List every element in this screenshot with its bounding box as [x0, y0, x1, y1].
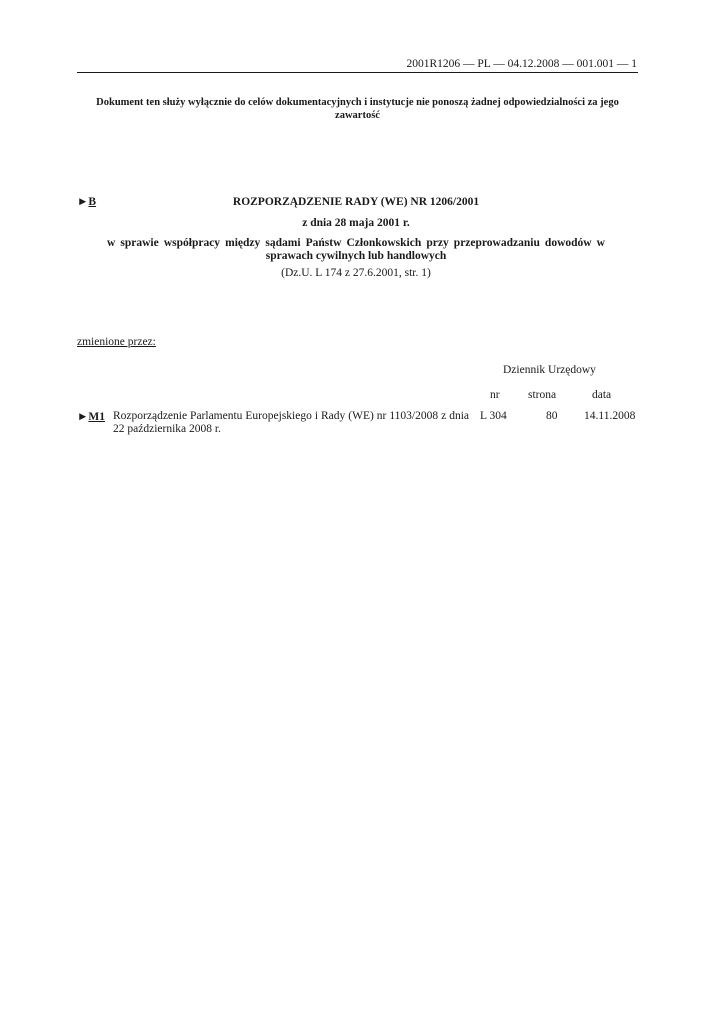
act-oj-reference: (Dz.U. L 174 z 27.6.2001, str. 1)	[281, 267, 431, 279]
amendment-oj-nr: L 304	[480, 410, 507, 422]
official-journal-heading: Dziennik Urzędowy	[503, 364, 596, 376]
amended-by-heading: zmienione przez:	[77, 336, 156, 348]
amendment-oj-page: 80	[546, 410, 558, 422]
marker-code: M1	[88, 411, 105, 423]
base-act-marker[interactable]	[77, 196, 96, 208]
act-title: ROZPORZĄDZENIE RADY (WE) NR 1206/2001	[232, 196, 480, 208]
marker-code: B	[88, 196, 97, 208]
amendment-oj-date: 14.11.2008	[584, 410, 636, 422]
amendment-marker-m1[interactable]	[77, 411, 105, 423]
act-date: z dnia 28 maja 2001 r.	[302, 217, 410, 229]
marker-arrow-icon: ►	[77, 196, 89, 208]
disclaimer-text: Dokument ten służy wyłącznie do celów dokumentacyjnych i instytucje nie ponoszą żadnej odpowiedzialności za jego zawartość	[96, 97, 619, 121]
amendment-description: Rozporządzenie Parlamentu Europejskiego i Rady (WE) nr 1103/2008 z dnia 22 października 2008 r.	[113, 410, 469, 435]
act-subject: w sprawie współpracy między sądami Państw Członkowskich przy przeprowadzaniu dowodów w sprawach cywilnych lub handlowych	[107, 237, 605, 262]
column-header-data: data	[592, 389, 612, 401]
column-header-strona: strona	[528, 389, 557, 401]
header-divider	[77, 72, 638, 73]
column-header-nr: nr	[490, 389, 500, 401]
marker-arrow-icon: ►	[77, 411, 89, 423]
document-reference: 2001R1206 — PL — 04.12.2008 — 001.001 — 1	[406, 58, 637, 70]
